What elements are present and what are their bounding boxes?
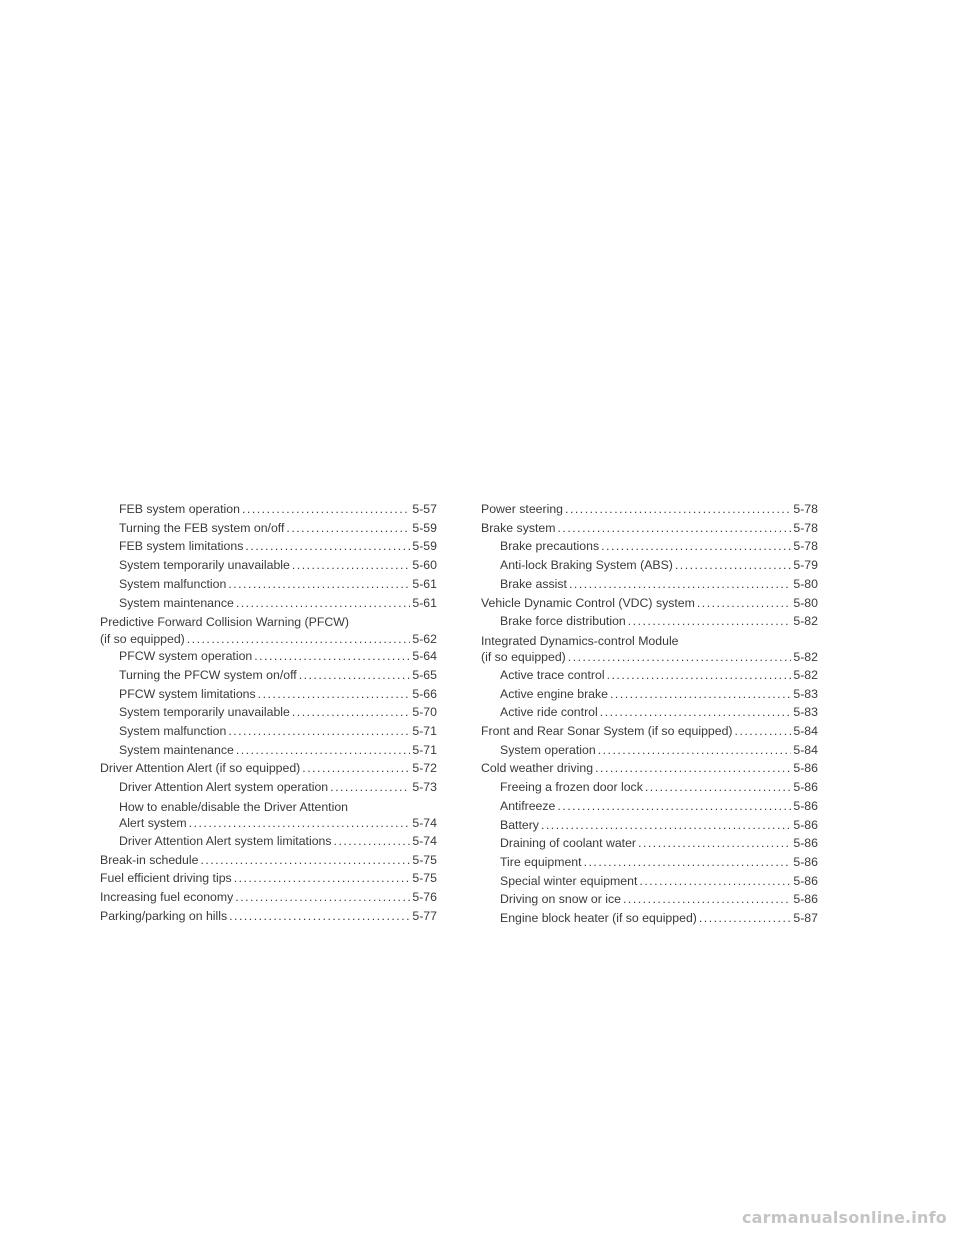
toc-entry-page: 5-82 (793, 650, 818, 665)
dot-leader (242, 500, 410, 519)
dot-leader (568, 649, 792, 666)
toc-entry[interactable] (481, 703, 818, 722)
toc-entry[interactable] (100, 703, 437, 722)
toc-entry-page: 5-64 (412, 649, 437, 664)
toc-entry[interactable] (481, 722, 818, 741)
toc-entry-title: FEB system limitations (119, 539, 244, 554)
toc-entry-title: Turning the FEB system on/off (119, 520, 285, 535)
toc-entry-page: 5-76 (412, 889, 437, 904)
toc-entry[interactable] (100, 500, 437, 519)
dot-leader (600, 703, 792, 722)
toc-entry[interactable] (481, 816, 818, 835)
dot-leader (638, 834, 791, 853)
toc-entry-page: 5-86 (793, 854, 818, 869)
toc-entry-page: 5-66 (412, 686, 437, 701)
toc-entry-page: 5-86 (793, 780, 818, 795)
dot-leader (623, 890, 791, 909)
dot-leader (601, 537, 791, 556)
toc-entry[interactable] (100, 832, 437, 851)
toc-entry-title: Turning the PFCW system on/off (119, 667, 297, 682)
toc-entry-title: System operation (500, 742, 596, 757)
dot-leader (234, 869, 411, 888)
toc-entry-title: Anti-lock Braking System (ABS) (500, 558, 673, 573)
toc-entry-title: System temporarily unavailable (119, 558, 290, 573)
dot-leader (557, 519, 791, 538)
toc-entry-page: 5-62 (412, 631, 437, 646)
watermark: carmanualsonline.info (742, 1208, 947, 1227)
dot-leader (565, 500, 791, 519)
toc-entry-page: 5-83 (793, 686, 818, 701)
toc-entry-page: 5-65 (412, 667, 437, 682)
toc-entry-page: 5-75 (412, 852, 437, 867)
toc-entry[interactable] (100, 869, 437, 888)
dot-leader (607, 666, 792, 685)
toc-entry-page: 5-61 (412, 595, 437, 610)
toc-entry-title: How to enable/disable the Driver Attention (119, 799, 348, 814)
dot-leader (735, 722, 792, 741)
toc-entry[interactable] (100, 685, 437, 704)
dot-leader (557, 797, 791, 816)
dot-leader (200, 851, 410, 870)
dot-leader (189, 815, 411, 832)
toc-entry-title: PFCW system operation (119, 649, 253, 664)
toc-entry-title: Brake assist (500, 576, 567, 591)
toc-entry[interactable] (481, 575, 818, 594)
toc-entry-title: System maintenance (119, 595, 234, 610)
toc-entry[interactable] (481, 872, 818, 891)
toc-entry-title-cont: (if so equipped) (481, 650, 566, 665)
toc-entry-page: 5-74 (412, 833, 437, 848)
dot-leader (292, 556, 411, 575)
toc-entry-title: Active trace control (500, 667, 605, 682)
toc-entry-title: Parking/parking on hills (100, 908, 228, 923)
dot-leader (595, 759, 791, 778)
toc-entry-page: 5-84 (793, 724, 818, 739)
toc-entry-page: 5-78 (793, 502, 818, 516)
toc-entry-page: 5-71 (412, 724, 437, 739)
dot-leader (286, 519, 410, 538)
toc-entry[interactable] (481, 633, 818, 666)
toc-entry-title: Fuel efficient driving tips (100, 871, 232, 886)
toc-entry-title: System maintenance (119, 742, 234, 757)
toc-entry[interactable] (100, 594, 437, 613)
toc-entry[interactable] (100, 647, 437, 666)
dot-leader (229, 907, 410, 926)
dot-leader (228, 722, 410, 741)
toc-entry[interactable] (481, 500, 818, 519)
toc-entry[interactable] (481, 797, 818, 816)
toc-entry[interactable] (100, 741, 437, 760)
toc-entry-page: 5-71 (412, 742, 437, 757)
toc-entry[interactable] (100, 907, 437, 926)
dot-leader (598, 741, 792, 760)
toc-entry-page: 5-70 (412, 705, 437, 720)
toc-entry-title: Break-in schedule (100, 852, 199, 867)
toc-entry[interactable] (100, 799, 437, 832)
toc-entry[interactable] (481, 778, 818, 797)
dot-leader (584, 853, 792, 872)
toc-entry-title: Driving on snow or ice (500, 892, 621, 907)
toc-entry-title: Predictive Forward Collision Warning (PFCW) (100, 615, 349, 630)
toc-entry-page: 5-86 (793, 892, 818, 907)
dot-leader (330, 778, 410, 797)
dot-leader (302, 759, 410, 778)
toc-entry-title: Brake force distribution (500, 614, 626, 629)
toc-entry-title: Front and Rear Sonar System (if so equipped) (481, 724, 733, 739)
toc-entry-title: Driver Attention Alert system limitations (119, 833, 332, 848)
toc-entry-page: 5-87 (793, 911, 818, 926)
toc-entry-page: 5-75 (412, 871, 437, 886)
dot-leader (675, 556, 791, 575)
toc-entry[interactable] (481, 594, 818, 613)
toc-entry-title: Tire equipment (500, 854, 582, 869)
toc-entry-page: 5-78 (793, 520, 818, 535)
toc-entry-page: 5-60 (412, 558, 437, 573)
toc-entry-page: 5-73 (412, 780, 437, 795)
toc-entry[interactable] (481, 909, 818, 928)
dot-leader (292, 703, 411, 722)
toc-entry[interactable] (481, 741, 818, 760)
toc-entry[interactable] (481, 685, 818, 704)
toc-entry-title: System temporarily unavailable (119, 705, 290, 720)
toc-entry-title: Antifreeze (500, 798, 556, 813)
toc-entry[interactable] (481, 556, 818, 575)
toc-entry-title: Draining of coolant water (500, 836, 637, 851)
toc-entry-title: Freeing a frozen door lock (500, 780, 643, 795)
toc-entry[interactable] (481, 612, 818, 631)
toc-entry-page: 5-86 (793, 761, 818, 776)
toc-entry-page: 5-78 (793, 539, 818, 554)
toc-entry-title: Driver Attention Alert (if so equipped) (100, 761, 301, 776)
toc-entry[interactable] (100, 556, 437, 575)
toc-entry-page: 5-84 (793, 742, 818, 757)
dot-leader (228, 575, 410, 594)
toc-entry-page: 5-82 (793, 614, 818, 629)
dot-leader (610, 685, 791, 704)
toc-entry-title-cont: Alert system (119, 816, 187, 831)
toc-entry-title: Cold weather driving (481, 761, 594, 776)
toc-entry-page: 5-82 (793, 667, 818, 682)
toc-entry[interactable] (100, 575, 437, 594)
toc-entry-page: 5-57 (412, 502, 437, 516)
dot-leader (235, 888, 410, 907)
toc-entry-page: 5-83 (793, 705, 818, 720)
toc-entry-title: PFCW system limitations (119, 686, 256, 701)
toc-column-right (481, 500, 818, 928)
dot-leader (245, 537, 410, 556)
toc-entry-title: Brake system (481, 520, 556, 535)
toc-entry[interactable] (481, 853, 818, 872)
toc-entry[interactable] (100, 519, 437, 538)
dot-leader (699, 909, 791, 928)
toc-entry-page: 5-86 (793, 873, 818, 888)
toc-entry-title: FEB system operation (119, 502, 240, 516)
toc-entry-title: System malfunction (119, 724, 227, 739)
dot-leader (254, 647, 410, 666)
dot-leader (236, 741, 411, 760)
toc-entry-title: Increasing fuel economy (100, 889, 234, 904)
toc-entry[interactable] (100, 759, 437, 778)
toc-entry-page: 5-86 (793, 836, 818, 851)
dot-leader (236, 594, 411, 613)
toc-entry-page: 5-80 (793, 595, 818, 610)
toc-entry-title: Active ride control (500, 705, 598, 720)
dot-leader (541, 816, 791, 835)
toc-entry-page: 5-77 (412, 908, 437, 923)
dot-leader (697, 594, 791, 613)
dot-leader (334, 832, 411, 851)
toc-entry-page: 5-79 (793, 558, 818, 573)
toc-entry-page: 5-61 (412, 576, 437, 591)
toc-entry[interactable] (100, 778, 437, 797)
toc-entry[interactable] (100, 614, 437, 647)
toc-entry-title: Engine block heater (if so equipped) (500, 911, 697, 926)
toc-entry-page: 5-80 (793, 576, 818, 591)
toc-entry[interactable] (100, 888, 437, 907)
toc-entry-title: Brake precautions (500, 539, 600, 554)
toc-entry[interactable] (100, 537, 437, 556)
toc-entry-title: Special winter equipment (500, 873, 638, 888)
toc-entry[interactable] (481, 890, 818, 909)
toc-entry-title: Active engine brake (500, 686, 609, 701)
toc-entry-title: Battery (500, 817, 539, 832)
toc-entry-page: 5-86 (793, 817, 818, 832)
toc-entry-page: 5-86 (793, 798, 818, 813)
toc-entry[interactable] (481, 537, 818, 556)
toc-column-left (100, 500, 437, 925)
dot-leader (299, 666, 411, 685)
toc-entry[interactable] (100, 666, 437, 685)
dot-leader (569, 575, 791, 594)
toc-entry-title-cont: (if so equipped) (100, 631, 185, 646)
toc-entry[interactable] (481, 519, 818, 538)
dot-leader (639, 872, 791, 891)
toc-entry[interactable] (481, 759, 818, 778)
toc-entry-page: 5-59 (412, 539, 437, 554)
toc-entry-page: 5-72 (412, 761, 437, 776)
toc-entry-title: System malfunction (119, 576, 227, 591)
dot-leader (628, 612, 792, 631)
toc-entry-title: Driver Attention Alert system operation (119, 780, 329, 795)
toc-entry[interactable] (481, 834, 818, 853)
dot-leader (645, 778, 792, 797)
toc-entry-page: 5-74 (412, 816, 437, 831)
toc-entry-title: Power steering (481, 502, 564, 516)
toc-entry[interactable] (100, 722, 437, 741)
toc-entry-title: Vehicle Dynamic Control (VDC) system (481, 595, 695, 610)
dot-leader (187, 631, 411, 648)
toc-entry-title: Integrated Dynamics-control Module (481, 633, 679, 648)
toc-entry-page: 5-59 (412, 520, 437, 535)
toc-entry[interactable] (481, 666, 818, 685)
dot-leader (258, 685, 411, 704)
toc-entry[interactable] (100, 851, 437, 870)
